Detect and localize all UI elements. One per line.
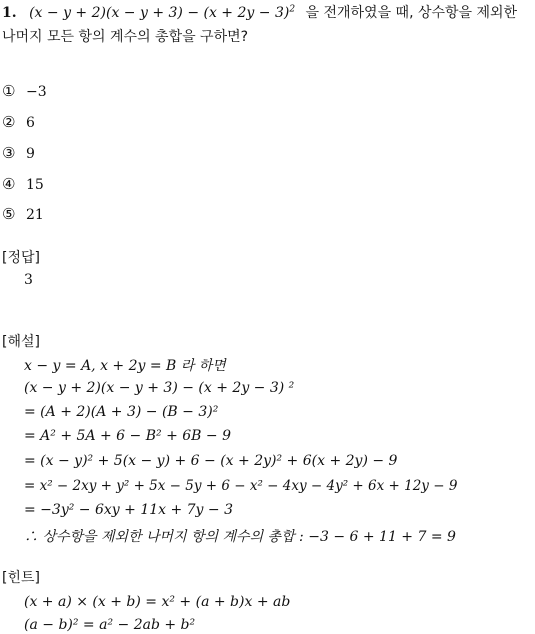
solution-line-8: ∴ 상수항을 제외한 나머지 항의 계수의 총합 : −3 − 6 + 11 + 7 = 9 <box>24 529 456 545</box>
question-line-1 <box>2 2 517 22</box>
solution-label: [해설] <box>2 334 40 350</box>
choice-mark-2: ② <box>2 113 16 131</box>
solution-line-6: = x² − 2xy + y² + 5x − 5y + 6 − x² − 4xy − 4y² + 6x + 12y − 9 <box>24 478 458 494</box>
hint-line-2: (a − b)² = a² − 2ab + b² <box>24 617 196 633</box>
choice-value-4: 15 <box>26 177 44 193</box>
solution-line-1: x − y = A, x + 2y = B 라 하면 <box>24 358 226 374</box>
choice-value-2: 6 <box>26 115 35 131</box>
answer-label: [정답] <box>2 250 40 266</box>
solution-line-2: (x − y + 2)(x − y + 3) − (x + 2y − 3) ² <box>24 380 295 396</box>
choice-2[interactable] <box>2 113 35 131</box>
solution-line-3: = (A + 2)(A + 3) − (B − 3)² <box>24 404 219 420</box>
choice-value-3: 9 <box>26 146 35 162</box>
choice-mark-1: ① <box>2 82 16 100</box>
answer-value: 3 <box>24 272 33 288</box>
choice-value-5: 21 <box>26 207 44 223</box>
solution-line-5: = (x − y)² + 5(x − y) + 6 − (x + 2y)² + 6(x + 2y) − 9 <box>24 453 398 469</box>
choice-3[interactable] <box>2 144 35 162</box>
choice-5[interactable] <box>2 205 44 223</box>
question-exponent: 2 <box>289 4 296 15</box>
choice-1[interactable] <box>2 82 47 100</box>
question-text-1: 을 전개하였을 때, 상수항을 제외한 <box>305 5 518 21</box>
choice-4[interactable] <box>2 175 44 193</box>
choice-mark-5: ⑤ <box>2 205 16 223</box>
question-text-2: 나머지 모든 항의 계수의 총합을 구하면? <box>2 29 249 45</box>
question-number: 1. <box>2 5 17 21</box>
solution-line-4: = A² + 5A + 6 − B² + 6B − 9 <box>24 428 231 444</box>
choice-mark-4: ④ <box>2 175 16 193</box>
choice-value-1: −3 <box>26 84 47 100</box>
solution-line-7: = −3y² − 6xy + 11x + 7y − 3 <box>24 502 234 518</box>
hint-label: [힌트] <box>2 570 40 586</box>
question-expression: (x − y + 2)(x − y + 3) − (x + 2y − 3) <box>29 5 290 21</box>
choice-mark-3: ③ <box>2 144 16 162</box>
hint-line-1: (x + a) × (x + b) = x² + (a + b)x + ab <box>24 594 291 610</box>
